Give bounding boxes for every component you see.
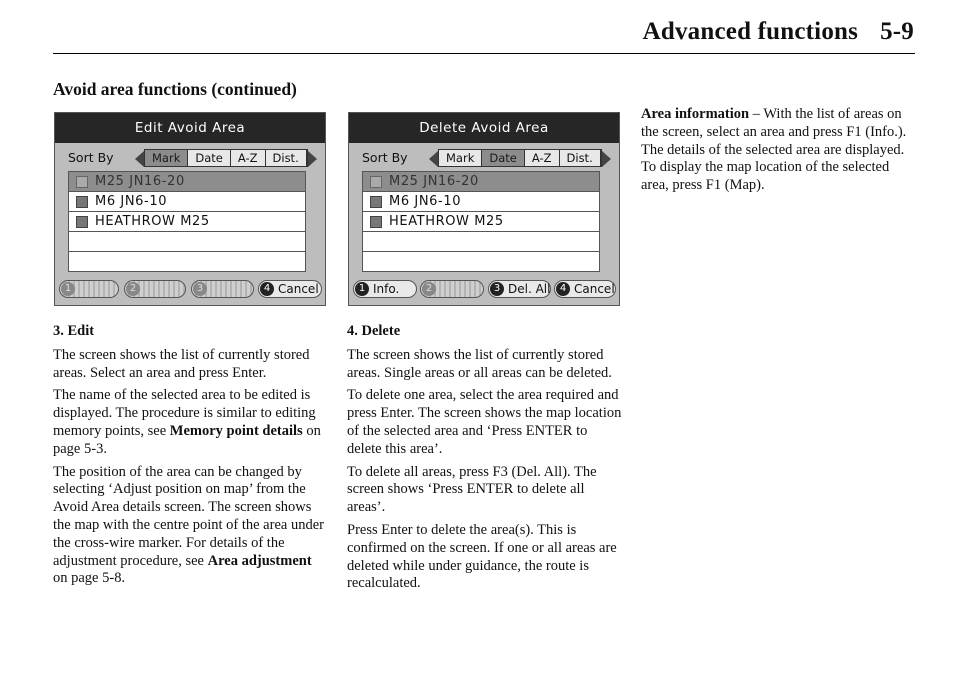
f1-button	[59, 280, 119, 298]
step-heading-edit: 3. Edit	[53, 323, 95, 339]
sort-label: Sort By	[68, 150, 114, 165]
edit-text-column	[53, 323, 325, 593]
empty-list-item	[362, 252, 600, 272]
delete-paragraph-4: Press Enter to delete the area(s). This is confirmed on the screen. If one or all areas are deleted while under guidance, the route is recalculated.	[347, 521, 617, 592]
delete-all-button[interactable]	[488, 280, 551, 298]
edit-paragraph-3: The position of the area can be changed by selecting ‘Adjust position on map’ from the Avoid Area details screen. The screen shows the map with the centre point of the area under the cross-wire marker. For details of the adjustment procedure, see Area adjustment on page 5-8.	[53, 463, 324, 587]
edit-avoid-area-screenshot	[54, 112, 326, 306]
sort-tab-mark[interactable]: Mark	[145, 150, 188, 166]
sort-tabs	[438, 149, 602, 167]
edit-paragraph-1: The screen shows the list of currently stored areas. Select an area and press Enter.	[53, 346, 310, 381]
sort-tabs	[144, 149, 308, 167]
screen-title: Edit Avoid Area	[55, 113, 325, 143]
cancel-label: Cancel	[278, 282, 319, 296]
list-item[interactable]	[68, 212, 306, 232]
scroll-right-arrow-icon[interactable]	[602, 151, 611, 167]
cancel-button[interactable]	[554, 280, 616, 298]
header-rule	[53, 53, 915, 54]
f1-number-icon: 1	[61, 282, 75, 296]
list-item-label: HEATHROW M25	[389, 214, 504, 229]
f2-button	[420, 280, 484, 298]
f3-number-icon: 3	[193, 282, 207, 296]
checkbox-icon	[370, 196, 382, 208]
sort-row	[68, 149, 319, 167]
list-item-label: M25 JN16-20	[95, 174, 185, 189]
list-item[interactable]	[362, 171, 600, 192]
list-item-label: M6 JN6-10	[95, 194, 168, 209]
sort-tab-date[interactable]: Date	[482, 150, 525, 166]
f3-number-icon: 3	[490, 282, 504, 296]
list-item[interactable]	[362, 192, 600, 212]
f2-button	[124, 280, 186, 298]
sort-label: Sort By	[362, 150, 408, 165]
screen-title: Delete Avoid Area	[349, 113, 619, 143]
delete-paragraph-1: The screen shows the list of currently stored areas. Single areas or all areas can be deleted.	[347, 346, 612, 381]
empty-list-item	[362, 232, 600, 252]
sort-tab-date[interactable]: Date	[188, 150, 231, 166]
function-key-bar	[59, 280, 321, 298]
scroll-right-arrow-icon[interactable]	[308, 151, 317, 167]
area-list	[68, 171, 306, 272]
checkbox-icon	[76, 196, 88, 208]
delete-avoid-area-screenshot	[348, 112, 620, 306]
f2-number-icon: 2	[422, 282, 436, 296]
chapter-title: Advanced functions	[642, 18, 859, 45]
checkbox-icon	[370, 216, 382, 228]
delete-paragraph-3: To delete all areas, press F3 (Del. All). The screen shows ‘Press ENTER to delete all areas’.	[347, 463, 597, 516]
list-item-label: HEATHROW M25	[95, 214, 210, 229]
f2-number-icon: 2	[126, 282, 140, 296]
page-header-title	[643, 18, 914, 46]
scroll-left-arrow-icon[interactable]	[429, 151, 438, 167]
sort-tab-a-z[interactable]: A-Z	[231, 150, 266, 166]
f1-number-icon: 1	[355, 282, 369, 296]
f4-number-icon: 4	[556, 282, 570, 296]
section-title: Avoid area functions (continued)	[53, 79, 297, 99]
checkbox-icon	[76, 216, 88, 228]
list-item[interactable]	[68, 192, 306, 212]
list-item[interactable]	[68, 171, 306, 192]
area-info-column	[641, 106, 909, 200]
f3-button	[191, 280, 254, 298]
step-heading-delete: 4. Delete	[347, 323, 401, 339]
delete-all-label: Del. All	[508, 282, 551, 296]
sort-tab-mark[interactable]: Mark	[439, 150, 482, 166]
empty-list-item	[68, 252, 306, 272]
sort-tab-dist[interactable]: Dist.	[560, 150, 601, 166]
f4-number-icon: 4	[260, 282, 274, 296]
scroll-left-arrow-icon[interactable]	[135, 151, 144, 167]
area-information-paragraph: Area information – With the list of areas on the screen, select an area and press F1 (Info.). The details of the selected area are displayed. To display the map location of the selected area, press F1 (Map).	[641, 106, 907, 194]
checkbox-icon	[76, 176, 88, 188]
page-number: 5-9	[880, 18, 914, 45]
cancel-label: Cancel	[574, 282, 615, 296]
empty-list-item	[68, 232, 306, 252]
checkbox-icon	[370, 176, 382, 188]
delete-text-column	[347, 323, 622, 598]
sort-row	[362, 149, 613, 167]
sort-tab-dist[interactable]: Dist.	[266, 150, 307, 166]
sort-tab-a-z[interactable]: A-Z	[525, 150, 560, 166]
cancel-button[interactable]	[258, 280, 322, 298]
info-button[interactable]	[353, 280, 417, 298]
list-item-label: M25 JN16-20	[389, 174, 479, 189]
function-key-bar	[353, 280, 615, 298]
list-item[interactable]	[362, 212, 600, 232]
list-item-label: M6 JN6-10	[389, 194, 462, 209]
delete-paragraph-2: To delete one area, select the area required and press Enter. The screen shows the map location of the selected area and ‘Press ENTER to delete this area’.	[347, 387, 622, 457]
info-label: Info.	[373, 282, 400, 296]
area-list	[362, 171, 600, 272]
edit-paragraph-2: The name of the selected area to be edited is displayed. The procedure is similar to editing memory points, see Memory point details on page 5-3.	[53, 387, 321, 457]
